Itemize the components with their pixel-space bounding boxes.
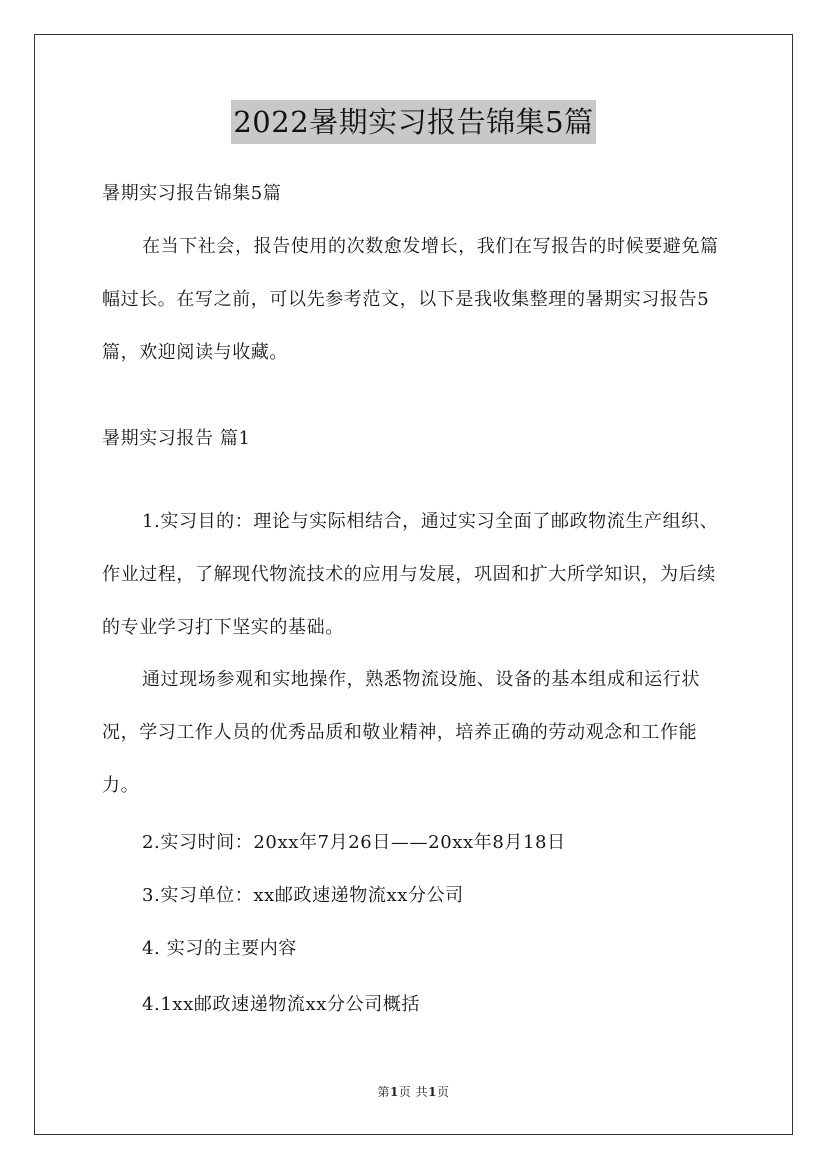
section-heading: 暑期实习报告 篇1 — [102, 428, 251, 449]
internship-time: 2.实习时间：20xx年7月26日——20xx年8月18日 — [142, 832, 566, 853]
footer-page-number: 1 — [389, 1085, 399, 1099]
main-content-heading: 4. 实习的主要内容 — [142, 938, 297, 959]
page-footer — [0, 1083, 827, 1100]
purpose-continued-paragraph: 通过现场参观和实地操作，熟悉物流设施、设备的基本组成和运行状况，学习工作人员的优秀品质和敬业精神，培养正确的劳动观念和工作能力。 — [102, 669, 700, 796]
title-container — [0, 100, 827, 144]
footer-suffix: 页 — [437, 1085, 450, 1099]
subtitle: 暑期实习报告锦集5篇 — [102, 183, 282, 204]
footer-prefix: 第 — [377, 1085, 390, 1099]
footer-total-pages: 1 — [428, 1085, 438, 1099]
intro-paragraph: 在当下社会，报告使用的次数愈发增长，我们在写报告的时候要避免篇幅过长。在写之前，可以先参考范文，以下是我收集整理的暑期实习报告5篇，欢迎阅读与收藏。 — [102, 236, 719, 363]
purpose-paragraph: 1.实习目的：理论与实际相结合，通过实习全面了邮政物流生产组织、作业过程，了解现代物流技术的应用与发展，巩固和扩大所学知识，为后续的专业学习打下坚实的基础。 — [102, 511, 719, 638]
internship-unit: 3.实习单位：xx邮政速递物流xx分公司 — [142, 885, 464, 906]
footer-middle: 页 共 — [398, 1085, 429, 1099]
document-title: 2022暑期实习报告锦集5篇 — [231, 100, 595, 144]
company-overview-heading: 4.1xx邮政速递物流xx分公司概括 — [142, 994, 421, 1015]
